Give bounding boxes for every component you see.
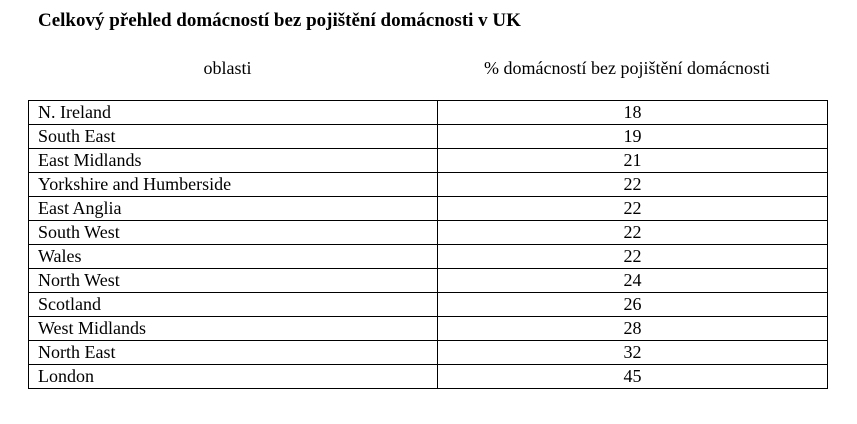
value-cell: 45 [438,365,828,389]
table-row [29,101,828,125]
region-cell: East Midlands [29,149,438,173]
table-row [29,125,828,149]
region-cell: South West [29,221,438,245]
region-cell: Yorkshire and Humberside [29,173,438,197]
region-cell: North East [29,341,438,365]
column-header-region: oblasti [203,58,252,78]
value-cell: 22 [438,221,828,245]
table-row [29,245,828,269]
region-cell: Wales [29,245,438,269]
table-row [29,293,828,317]
value-cell: 28 [438,317,828,341]
data-table [28,100,828,389]
value-cell: 22 [438,245,828,269]
region-cell: East Anglia [29,197,438,221]
region-cell: South East [29,125,438,149]
value-cell: 22 [438,197,828,221]
region-cell: N. Ireland [29,101,438,125]
region-cell: West Midlands [29,317,438,341]
value-cell: 32 [438,341,828,365]
table-row [29,365,828,389]
value-cell: 26 [438,293,828,317]
value-cell: 22 [438,173,828,197]
value-cell: 24 [438,269,828,293]
table-row [29,197,828,221]
table-row [29,221,828,245]
region-cell: North West [29,269,438,293]
value-cell: 18 [438,101,828,125]
region-cell: Scotland [29,293,438,317]
region-cell: London [29,365,438,389]
table-row [29,317,828,341]
table-row [29,341,828,365]
column-header-percent: % domácností bez pojištění domácnosti [484,58,770,78]
page-title: Celkový přehled domácností bez pojištění domácnosti v UK [38,10,521,31]
table-row [29,149,828,173]
table-row [29,269,828,293]
value-cell: 21 [438,149,828,173]
value-cell: 19 [438,125,828,149]
table-row [29,173,828,197]
